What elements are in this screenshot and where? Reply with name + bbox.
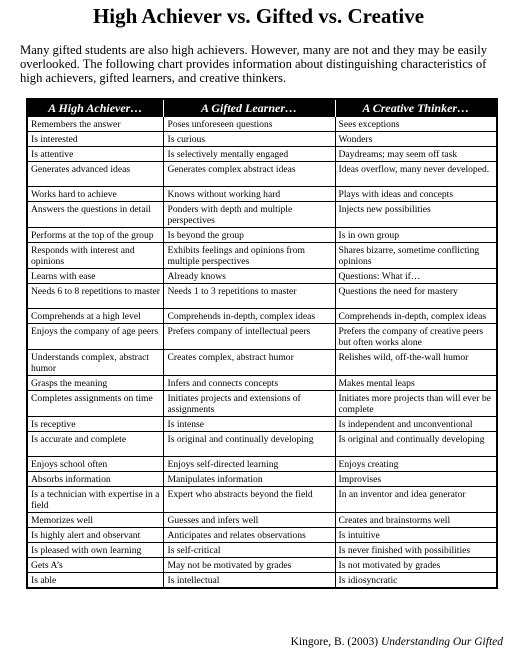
- table-row: [27, 376, 497, 391]
- citation-author: Kingore, B. (2003): [290, 636, 379, 648]
- table-row: [27, 513, 497, 528]
- gifted-learner-cell: Needs 1 to 3 repetitions to master: [163, 284, 335, 309]
- high-achiever-cell: Responds with interest and opinions: [27, 243, 163, 269]
- table-row: [27, 528, 497, 543]
- creative-thinker-cell: Is original and continually developing: [335, 432, 497, 457]
- gifted-learner-cell: Is self-critical: [163, 543, 335, 558]
- creative-thinker-cell: Is intuitive: [335, 528, 497, 543]
- table-row: [27, 228, 497, 243]
- creative-thinker-cell: Enjoys creating: [335, 457, 497, 472]
- high-achiever-cell: Memorizes well: [27, 513, 163, 528]
- gifted-learner-cell: Enjoys self-directed learning: [163, 457, 335, 472]
- high-achiever-cell: Is accurate and complete: [27, 432, 163, 457]
- table-body: [27, 117, 497, 589]
- gifted-learner-cell: Is beyond the group: [163, 228, 335, 243]
- table-row: [27, 543, 497, 558]
- gifted-learner-cell: Exhibits feelings and opinions from multiple perspectives: [163, 243, 335, 269]
- gifted-learner-cell: Expert who abstracts beyond the field: [163, 487, 335, 513]
- table-row: [27, 117, 497, 132]
- table-row: [27, 284, 497, 309]
- gifted-learner-cell: Already knows: [163, 269, 335, 284]
- creative-thinker-cell: Injects new possibilities: [335, 202, 497, 228]
- high-achiever-cell: Comprehends at a high level: [27, 309, 163, 324]
- gifted-learner-cell: Comprehends in-depth, complex ideas: [163, 309, 335, 324]
- table-row: [27, 162, 497, 187]
- gifted-learner-cell: Prefers company of intellectual peers: [163, 324, 335, 350]
- high-achiever-cell: Is attentive: [27, 147, 163, 162]
- page-title: High Achiever vs. Gifted vs. Creative: [92, 4, 425, 28]
- table-row: [27, 132, 497, 147]
- table-row: [27, 573, 497, 589]
- table-row: [27, 187, 497, 202]
- gifted-learner-cell: Is original and continually developing: [163, 432, 335, 457]
- gifted-learner-cell: Is intellectual: [163, 573, 335, 589]
- high-achiever-cell: Enjoys the company of age peers: [27, 324, 163, 350]
- creative-thinker-cell: Is independent and unconventional: [335, 417, 497, 432]
- table-row: [27, 309, 497, 324]
- table-row: [27, 324, 497, 350]
- high-achiever-cell: Generates advanced ideas: [27, 162, 163, 187]
- comparison-table: [26, 98, 498, 589]
- high-achiever-cell: Is able: [27, 573, 163, 589]
- table-row: [27, 457, 497, 472]
- creative-thinker-cell: Sees exceptions: [335, 117, 497, 132]
- high-achiever-cell: Gets A’s: [27, 558, 163, 573]
- creative-thinker-cell: In an inventor and idea generator: [335, 487, 497, 513]
- high-achiever-cell: Is pleased with own learning: [27, 543, 163, 558]
- gifted-learner-cell: Knows without working hard: [163, 187, 335, 202]
- creative-thinker-cell: Creates and brainstorms well: [335, 513, 497, 528]
- creative-thinker-cell: Is idiosyncratic: [335, 573, 497, 589]
- gifted-learner-cell: Generates complex abstract ideas: [163, 162, 335, 187]
- intro-paragraph: Many gifted students are also high achievers. However, many are not and they may be easily overlooked. The following chart provides information about distinguishing characteristics of high achievers, gifted learners, and creative thinkers.: [20, 43, 488, 85]
- creative-thinker-cell: Is not motivated by grades: [335, 558, 497, 573]
- header-creative-thinker: A Creative Thinker…: [335, 99, 497, 117]
- creative-thinker-cell: Comprehends in-depth, complex ideas: [335, 309, 497, 324]
- gifted-learner-cell: Is intense: [163, 417, 335, 432]
- table-row: [27, 147, 497, 162]
- gifted-learner-cell: Anticipates and relates observations: [163, 528, 335, 543]
- high-achiever-cell: Works hard to achieve: [27, 187, 163, 202]
- high-achiever-cell: Answers the questions in detail: [27, 202, 163, 228]
- header-high-achiever: A High Achiever…: [27, 99, 163, 117]
- table-row: [27, 558, 497, 573]
- high-achiever-cell: Understands complex, abstract humor: [27, 350, 163, 376]
- high-achiever-cell: Is receptive: [27, 417, 163, 432]
- gifted-learner-cell: Poses unforeseen questions: [163, 117, 335, 132]
- table-row: [27, 417, 497, 432]
- gifted-learner-cell: Creates complex, abstract humor: [163, 350, 335, 376]
- gifted-learner-cell: Is curious: [163, 132, 335, 147]
- high-achiever-cell: Absorbs information: [27, 472, 163, 487]
- gifted-learner-cell: Guesses and infers well: [163, 513, 335, 528]
- creative-thinker-cell: Questions: What if…: [335, 269, 497, 284]
- creative-thinker-cell: Is never finished with possibilities: [335, 543, 497, 558]
- high-achiever-cell: Needs 6 to 8 repetitions to master: [27, 284, 163, 309]
- table-row: [27, 472, 497, 487]
- high-achiever-cell: Performs at the top of the group: [27, 228, 163, 243]
- high-achiever-cell: Enjoys school often: [27, 457, 163, 472]
- creative-thinker-cell: Prefers the company of creative peers but often works alone: [335, 324, 497, 350]
- creative-thinker-cell: Questions the need for mastery: [335, 284, 497, 309]
- table-row: [27, 391, 497, 417]
- table-row: [27, 487, 497, 513]
- citation: [291, 636, 503, 648]
- creative-thinker-cell: Initiates more projects than will ever be complete: [335, 391, 497, 417]
- high-achiever-cell: Completes assignments on time: [27, 391, 163, 417]
- creative-thinker-cell: Shares bizarre, sometime conflicting opinions: [335, 243, 497, 269]
- creative-thinker-cell: Daydreams; may seem off task: [335, 147, 497, 162]
- table-row: [27, 202, 497, 228]
- table-row: [27, 432, 497, 457]
- header-gifted-learner: A Gifted Learner…: [163, 99, 335, 117]
- table-row: [27, 243, 497, 269]
- creative-thinker-cell: Is in own group: [335, 228, 497, 243]
- creative-thinker-cell: Makes mental leaps: [335, 376, 497, 391]
- high-achiever-cell: Is a technician with expertise in a field: [27, 487, 163, 513]
- gifted-learner-cell: May not be motivated by grades: [163, 558, 335, 573]
- creative-thinker-cell: Relishes wild, off-the-wall humor: [335, 350, 497, 376]
- table-header-row: [27, 99, 497, 117]
- gifted-learner-cell: Manipulates information: [163, 472, 335, 487]
- high-achiever-cell: Is highly alert and observant: [27, 528, 163, 543]
- gifted-learner-cell: Ponders with depth and multiple perspectives: [163, 202, 335, 228]
- high-achiever-cell: Grasps the meaning: [27, 376, 163, 391]
- table-row: [27, 350, 497, 376]
- table-row: [27, 269, 497, 284]
- creative-thinker-cell: Improvises: [335, 472, 497, 487]
- gifted-learner-cell: Is selectively mentally engaged: [163, 147, 335, 162]
- high-achiever-cell: Remembers the answer: [27, 117, 163, 132]
- gifted-learner-cell: Infers and connects concepts: [163, 376, 335, 391]
- creative-thinker-cell: Ideas overflow, many never developed.: [335, 162, 497, 187]
- creative-thinker-cell: Plays with ideas and concepts: [335, 187, 497, 202]
- creative-thinker-cell: Wonders: [335, 132, 497, 147]
- gifted-learner-cell: Initiates projects and extensions of assignments: [163, 391, 335, 417]
- high-achiever-cell: Learns with ease: [27, 269, 163, 284]
- citation-book: Understanding Our Gifted: [380, 636, 503, 648]
- high-achiever-cell: Is interested: [27, 132, 163, 147]
